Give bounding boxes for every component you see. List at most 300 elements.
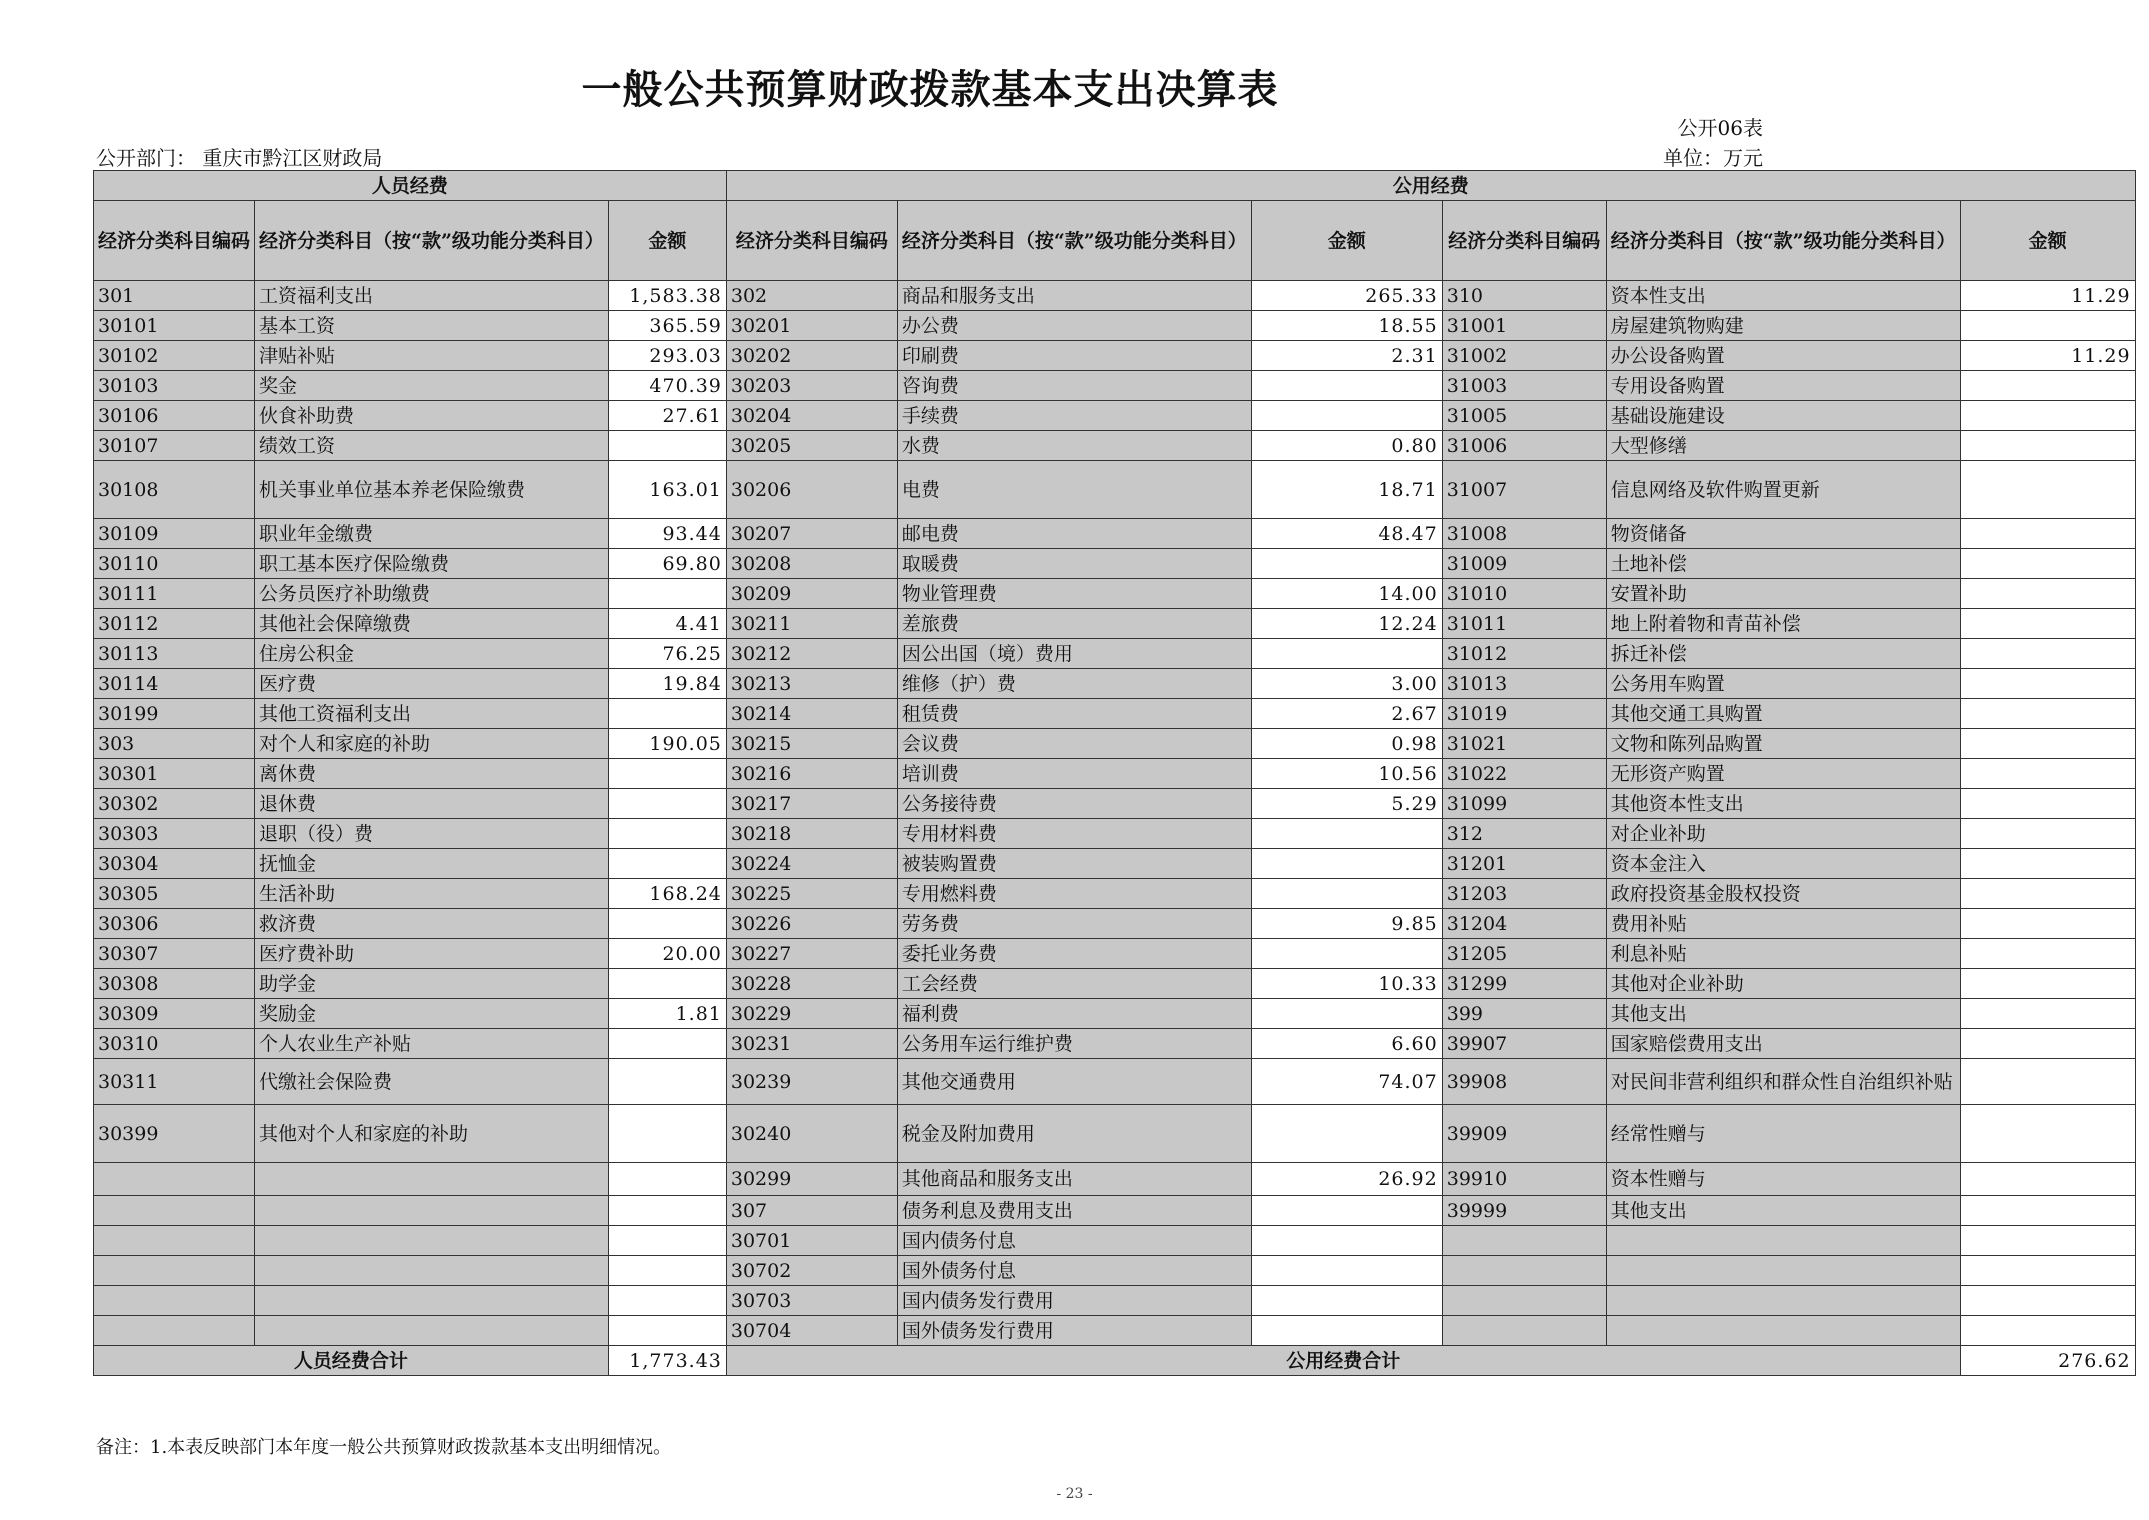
amount-cell bbox=[1251, 1256, 1442, 1286]
code-cell bbox=[1442, 1316, 1606, 1346]
name-cell: 专用燃料费 bbox=[897, 879, 1251, 909]
code-cell: 301 bbox=[94, 281, 255, 311]
code-cell: 30703 bbox=[726, 1286, 897, 1316]
name-cell: 其他交通工具购置 bbox=[1606, 699, 1960, 729]
amount-cell bbox=[608, 1286, 726, 1316]
code-cell: 30201 bbox=[726, 311, 897, 341]
name-cell: 地上附着物和青苗补偿 bbox=[1606, 609, 1960, 639]
name-cell bbox=[1606, 1256, 1960, 1286]
amount-cell bbox=[1960, 849, 2135, 879]
code-cell bbox=[94, 1286, 255, 1316]
code-cell: 31008 bbox=[1442, 519, 1606, 549]
name-cell: 专用设备购置 bbox=[1606, 371, 1960, 401]
amount-cell bbox=[608, 1256, 726, 1286]
table-row bbox=[94, 1286, 2136, 1316]
name-cell: 费用补贴 bbox=[1606, 909, 1960, 939]
name-cell: 水费 bbox=[897, 431, 1251, 461]
name-cell: 国内债务发行费用 bbox=[897, 1286, 1251, 1316]
amount-cell: 27.61 bbox=[608, 401, 726, 431]
table-row bbox=[94, 609, 2136, 639]
name-cell: 机关事业单位基本养老保险缴费 bbox=[255, 461, 609, 519]
amount-cell bbox=[1251, 371, 1442, 401]
code-cell: 30109 bbox=[94, 519, 255, 549]
code-cell: 39910 bbox=[1442, 1163, 1606, 1196]
code-cell: 31299 bbox=[1442, 969, 1606, 999]
name-cell: 奖励金 bbox=[255, 999, 609, 1029]
code-cell: 30107 bbox=[94, 431, 255, 461]
table-row bbox=[94, 1163, 2136, 1196]
code-cell: 30307 bbox=[94, 939, 255, 969]
code-cell: 30113 bbox=[94, 639, 255, 669]
code-cell bbox=[94, 1316, 255, 1346]
name-cell bbox=[1606, 1226, 1960, 1256]
code-cell: 30207 bbox=[726, 519, 897, 549]
name-cell: 绩效工资 bbox=[255, 431, 609, 461]
table-row bbox=[94, 819, 2136, 849]
code-cell: 302 bbox=[726, 281, 897, 311]
amount-cell: 48.47 bbox=[1251, 519, 1442, 549]
table-row bbox=[94, 281, 2136, 311]
amount-cell bbox=[1960, 579, 2135, 609]
name-cell bbox=[255, 1316, 609, 1346]
table-row bbox=[94, 909, 2136, 939]
name-cell bbox=[255, 1226, 609, 1256]
name-cell: 其他社会保障缴费 bbox=[255, 609, 609, 639]
header-amount: 金额 bbox=[608, 201, 726, 281]
amount-cell bbox=[1960, 669, 2135, 699]
header-amount: 金额 bbox=[1960, 201, 2135, 281]
amount-cell bbox=[608, 789, 726, 819]
amount-cell: 14.00 bbox=[1251, 579, 1442, 609]
name-cell: 国内债务付息 bbox=[897, 1226, 1251, 1256]
code-cell: 30299 bbox=[726, 1163, 897, 1196]
name-cell: 差旅费 bbox=[897, 609, 1251, 639]
code-cell: 31005 bbox=[1442, 401, 1606, 431]
amount-cell bbox=[608, 849, 726, 879]
name-cell: 救济费 bbox=[255, 909, 609, 939]
amount-cell: 26.92 bbox=[1251, 1163, 1442, 1196]
amount-cell bbox=[1960, 461, 2135, 519]
code-cell: 30103 bbox=[94, 371, 255, 401]
code-cell: 30239 bbox=[726, 1059, 897, 1105]
code-cell: 31007 bbox=[1442, 461, 1606, 519]
name-cell: 抚恤金 bbox=[255, 849, 609, 879]
table-row bbox=[94, 999, 2136, 1029]
amount-cell bbox=[608, 1105, 726, 1163]
name-cell: 取暖费 bbox=[897, 549, 1251, 579]
code-cell: 30106 bbox=[94, 401, 255, 431]
personnel-total-label: 人员经费合计 bbox=[94, 1346, 609, 1376]
amount-cell: 5.29 bbox=[1251, 789, 1442, 819]
name-cell: 助学金 bbox=[255, 969, 609, 999]
amount-cell bbox=[1960, 1286, 2135, 1316]
amount-cell bbox=[1251, 401, 1442, 431]
name-cell: 经常性赠与 bbox=[1606, 1105, 1960, 1163]
name-cell bbox=[255, 1256, 609, 1286]
name-cell: 基础设施建设 bbox=[1606, 401, 1960, 431]
name-cell: 公务用车运行维护费 bbox=[897, 1029, 1251, 1059]
amount-cell bbox=[1251, 1196, 1442, 1226]
department-label: 公开部门： 重庆市黔江区财政局 bbox=[96, 146, 383, 170]
name-cell: 离休费 bbox=[255, 759, 609, 789]
amount-cell: 11.29 bbox=[1960, 341, 2135, 371]
amount-cell: 93.44 bbox=[608, 519, 726, 549]
name-cell: 奖金 bbox=[255, 371, 609, 401]
code-cell: 30111 bbox=[94, 579, 255, 609]
name-cell: 物资储备 bbox=[1606, 519, 1960, 549]
amount-cell: 163.01 bbox=[608, 461, 726, 519]
name-cell: 资本性赠与 bbox=[1606, 1163, 1960, 1196]
amount-cell bbox=[1960, 879, 2135, 909]
name-cell: 其他交通费用 bbox=[897, 1059, 1251, 1105]
amount-cell bbox=[1960, 1105, 2135, 1163]
amount-cell: 9.85 bbox=[1251, 909, 1442, 939]
amount-cell: 0.80 bbox=[1251, 431, 1442, 461]
code-cell: 30205 bbox=[726, 431, 897, 461]
name-cell: 信息网络及软件购置更新 bbox=[1606, 461, 1960, 519]
name-cell: 退职（役）费 bbox=[255, 819, 609, 849]
amount-cell: 265.33 bbox=[1251, 281, 1442, 311]
name-cell: 对企业补助 bbox=[1606, 819, 1960, 849]
code-cell bbox=[1442, 1226, 1606, 1256]
amount-cell: 18.55 bbox=[1251, 311, 1442, 341]
amount-cell: 11.29 bbox=[1960, 281, 2135, 311]
amount-cell bbox=[608, 969, 726, 999]
name-cell bbox=[255, 1163, 609, 1196]
personnel-total-value: 1,773.43 bbox=[608, 1346, 726, 1376]
code-cell: 399 bbox=[1442, 999, 1606, 1029]
name-cell: 印刷费 bbox=[897, 341, 1251, 371]
amount-cell bbox=[608, 819, 726, 849]
amount-cell bbox=[1251, 849, 1442, 879]
amount-cell bbox=[1251, 549, 1442, 579]
name-cell: 退休费 bbox=[255, 789, 609, 819]
code-cell bbox=[94, 1163, 255, 1196]
name-cell: 劳务费 bbox=[897, 909, 1251, 939]
name-cell: 手续费 bbox=[897, 401, 1251, 431]
code-cell: 30302 bbox=[94, 789, 255, 819]
code-cell: 39907 bbox=[1442, 1029, 1606, 1059]
name-cell: 专用材料费 bbox=[897, 819, 1251, 849]
code-cell: 30229 bbox=[726, 999, 897, 1029]
code-cell: 307 bbox=[726, 1196, 897, 1226]
header-name: 经济分类科目（按“款”级功能分类科目） bbox=[1606, 201, 1960, 281]
amount-cell bbox=[1960, 1256, 2135, 1286]
amount-cell bbox=[1960, 789, 2135, 819]
code-cell bbox=[94, 1226, 255, 1256]
amount-cell: 10.33 bbox=[1251, 969, 1442, 999]
code-cell: 31002 bbox=[1442, 341, 1606, 371]
code-cell: 30305 bbox=[94, 879, 255, 909]
code-cell: 30206 bbox=[726, 461, 897, 519]
code-cell: 30228 bbox=[726, 969, 897, 999]
amount-cell bbox=[1960, 1316, 2135, 1346]
code-cell: 39908 bbox=[1442, 1059, 1606, 1105]
name-cell: 培训费 bbox=[897, 759, 1251, 789]
table-row bbox=[94, 341, 2136, 371]
amount-cell bbox=[1960, 999, 2135, 1029]
code-cell: 30301 bbox=[94, 759, 255, 789]
amount-cell: 12.24 bbox=[1251, 609, 1442, 639]
name-cell: 住房公积金 bbox=[255, 639, 609, 669]
name-cell: 资本金注入 bbox=[1606, 849, 1960, 879]
code-cell: 30306 bbox=[94, 909, 255, 939]
table-row bbox=[94, 579, 2136, 609]
amount-cell bbox=[1960, 519, 2135, 549]
name-cell: 对民间非营利组织和群众性自治组织补贴 bbox=[1606, 1059, 1960, 1105]
code-cell: 31001 bbox=[1442, 311, 1606, 341]
amount-cell bbox=[608, 1059, 726, 1105]
name-cell: 房屋建筑物购建 bbox=[1606, 311, 1960, 341]
code-cell: 30304 bbox=[94, 849, 255, 879]
page-number: - 23 - bbox=[1056, 1486, 1093, 1502]
code-cell: 30224 bbox=[726, 849, 897, 879]
name-cell: 其他对企业补助 bbox=[1606, 969, 1960, 999]
amount-cell bbox=[1960, 729, 2135, 759]
amount-cell bbox=[608, 1029, 726, 1059]
code-cell: 30225 bbox=[726, 879, 897, 909]
amount-cell: 19.84 bbox=[608, 669, 726, 699]
amount-cell bbox=[1960, 1226, 2135, 1256]
name-cell: 委托业务费 bbox=[897, 939, 1251, 969]
amount-cell bbox=[1960, 1029, 2135, 1059]
name-cell: 利息补贴 bbox=[1606, 939, 1960, 969]
name-cell: 咨询费 bbox=[897, 371, 1251, 401]
code-cell: 30303 bbox=[94, 819, 255, 849]
header-name: 经济分类科目（按“款”级功能分类科目） bbox=[897, 201, 1251, 281]
amount-cell: 69.80 bbox=[608, 549, 726, 579]
table-row bbox=[94, 789, 2136, 819]
code-cell bbox=[94, 1196, 255, 1226]
code-cell: 30227 bbox=[726, 939, 897, 969]
header-name: 经济分类科目（按“款”级功能分类科目） bbox=[255, 201, 609, 281]
amount-cell bbox=[608, 431, 726, 461]
table-row bbox=[94, 1029, 2136, 1059]
table-row bbox=[94, 371, 2136, 401]
table-row bbox=[94, 311, 2136, 341]
name-cell: 国外债务付息 bbox=[897, 1256, 1251, 1286]
header-code: 经济分类科目编码 bbox=[726, 201, 897, 281]
code-cell: 31011 bbox=[1442, 609, 1606, 639]
code-cell: 30308 bbox=[94, 969, 255, 999]
footnote: 备注：1.本表反映部门本年度一般公共预算财政拨款基本支出明细情况。 bbox=[96, 1437, 672, 1458]
table-row bbox=[94, 699, 2136, 729]
code-cell: 30213 bbox=[726, 669, 897, 699]
code-cell: 30112 bbox=[94, 609, 255, 639]
amount-cell: 0.98 bbox=[1251, 729, 1442, 759]
section-public: 公用经费 bbox=[726, 171, 2135, 201]
table-row bbox=[94, 519, 2136, 549]
amount-cell: 18.71 bbox=[1251, 461, 1442, 519]
amount-cell bbox=[1251, 1316, 1442, 1346]
name-cell: 医疗费补助 bbox=[255, 939, 609, 969]
name-cell: 国外债务发行费用 bbox=[897, 1316, 1251, 1346]
code-cell: 30203 bbox=[726, 371, 897, 401]
code-cell: 31099 bbox=[1442, 789, 1606, 819]
header-code: 经济分类科目编码 bbox=[94, 201, 255, 281]
name-cell: 生活补助 bbox=[255, 879, 609, 909]
code-cell: 30108 bbox=[94, 461, 255, 519]
code-cell: 30102 bbox=[94, 341, 255, 371]
code-cell: 31012 bbox=[1442, 639, 1606, 669]
code-cell: 312 bbox=[1442, 819, 1606, 849]
name-cell: 代缴社会保险费 bbox=[255, 1059, 609, 1105]
table-row bbox=[94, 1226, 2136, 1256]
code-cell: 31201 bbox=[1442, 849, 1606, 879]
name-cell: 安置补助 bbox=[1606, 579, 1960, 609]
name-cell: 津贴补贴 bbox=[255, 341, 609, 371]
amount-cell bbox=[1960, 549, 2135, 579]
name-cell bbox=[1606, 1286, 1960, 1316]
code-cell: 30209 bbox=[726, 579, 897, 609]
amount-cell bbox=[1960, 759, 2135, 789]
code-cell: 30310 bbox=[94, 1029, 255, 1059]
name-cell: 医疗费 bbox=[255, 669, 609, 699]
name-cell: 国家赔偿费用支出 bbox=[1606, 1029, 1960, 1059]
name-cell: 其他支出 bbox=[1606, 1196, 1960, 1226]
name-cell: 租赁费 bbox=[897, 699, 1251, 729]
code-cell: 30101 bbox=[94, 311, 255, 341]
name-cell bbox=[255, 1286, 609, 1316]
amount-cell: 3.00 bbox=[1251, 669, 1442, 699]
amount-cell: 76.25 bbox=[608, 639, 726, 669]
code-cell bbox=[1442, 1286, 1606, 1316]
amount-cell bbox=[1251, 1105, 1442, 1163]
name-cell: 电费 bbox=[897, 461, 1251, 519]
header-code: 经济分类科目编码 bbox=[1442, 201, 1606, 281]
amount-cell bbox=[1960, 1059, 2135, 1105]
amount-cell bbox=[1960, 1196, 2135, 1226]
amount-cell bbox=[608, 1196, 726, 1226]
name-cell: 工资福利支出 bbox=[255, 281, 609, 311]
table-row bbox=[94, 1105, 2136, 1163]
amount-cell bbox=[1960, 401, 2135, 431]
table-row bbox=[94, 431, 2136, 461]
name-cell: 债务利息及费用支出 bbox=[897, 1196, 1251, 1226]
amount-cell bbox=[1251, 819, 1442, 849]
name-cell: 文物和陈列品购置 bbox=[1606, 729, 1960, 759]
name-cell: 商品和服务支出 bbox=[897, 281, 1251, 311]
expenditure-table bbox=[93, 170, 2136, 1376]
amount-cell: 6.60 bbox=[1251, 1029, 1442, 1059]
amount-cell bbox=[1251, 939, 1442, 969]
amount-cell bbox=[1960, 969, 2135, 999]
public-total-value: 276.62 bbox=[1960, 1346, 2135, 1376]
code-cell: 30240 bbox=[726, 1105, 897, 1163]
code-cell: 31203 bbox=[1442, 879, 1606, 909]
code-cell: 31006 bbox=[1442, 431, 1606, 461]
amount-cell: 293.03 bbox=[608, 341, 726, 371]
name-cell: 资本性支出 bbox=[1606, 281, 1960, 311]
code-cell: 30701 bbox=[726, 1226, 897, 1256]
code-cell: 30214 bbox=[726, 699, 897, 729]
code-cell: 31205 bbox=[1442, 939, 1606, 969]
name-cell: 福利费 bbox=[897, 999, 1251, 1029]
amount-cell: 470.39 bbox=[608, 371, 726, 401]
amount-cell bbox=[1960, 939, 2135, 969]
header-amount: 金额 bbox=[1251, 201, 1442, 281]
name-cell: 职工基本医疗保险缴费 bbox=[255, 549, 609, 579]
amount-cell: 1,583.38 bbox=[608, 281, 726, 311]
name-cell: 职业年金缴费 bbox=[255, 519, 609, 549]
amount-cell bbox=[1960, 699, 2135, 729]
unit-label: 单位：万元 bbox=[1663, 146, 1763, 170]
name-cell: 会议费 bbox=[897, 729, 1251, 759]
amount-cell bbox=[1960, 431, 2135, 461]
amount-cell: 10.56 bbox=[1251, 759, 1442, 789]
name-cell: 公务用车购置 bbox=[1606, 669, 1960, 699]
name-cell bbox=[255, 1196, 609, 1226]
name-cell bbox=[1606, 1316, 1960, 1346]
name-cell: 对个人和家庭的补助 bbox=[255, 729, 609, 759]
code-cell: 30217 bbox=[726, 789, 897, 819]
table-row bbox=[94, 461, 2136, 519]
table-row bbox=[94, 1196, 2136, 1226]
code-cell: 30309 bbox=[94, 999, 255, 1029]
name-cell: 被装购置费 bbox=[897, 849, 1251, 879]
code-cell: 31009 bbox=[1442, 549, 1606, 579]
name-cell: 政府投资基金股权投资 bbox=[1606, 879, 1960, 909]
amount-cell bbox=[1251, 879, 1442, 909]
amount-cell bbox=[1960, 311, 2135, 341]
name-cell: 公务接待费 bbox=[897, 789, 1251, 819]
name-cell: 公务员医疗补助缴费 bbox=[255, 579, 609, 609]
amount-cell bbox=[1251, 639, 1442, 669]
amount-cell bbox=[1960, 909, 2135, 939]
amount-cell bbox=[608, 1226, 726, 1256]
amount-cell: 4.41 bbox=[608, 609, 726, 639]
table-body bbox=[94, 281, 2136, 1346]
amount-cell bbox=[1960, 609, 2135, 639]
table-row bbox=[94, 879, 2136, 909]
section-personnel: 人员经费 bbox=[94, 171, 727, 201]
amount-cell: 1.81 bbox=[608, 999, 726, 1029]
table-row bbox=[94, 939, 2136, 969]
name-cell: 其他对个人和家庭的补助 bbox=[255, 1105, 609, 1163]
name-cell: 大型修缮 bbox=[1606, 431, 1960, 461]
amount-cell bbox=[1960, 371, 2135, 401]
name-cell: 其他资本性支出 bbox=[1606, 789, 1960, 819]
amount-cell bbox=[608, 699, 726, 729]
code-cell: 31204 bbox=[1442, 909, 1606, 939]
code-cell: 39999 bbox=[1442, 1196, 1606, 1226]
code-cell: 30211 bbox=[726, 609, 897, 639]
name-cell: 税金及附加费用 bbox=[897, 1105, 1251, 1163]
name-cell: 维修（护）费 bbox=[897, 669, 1251, 699]
amount-cell: 2.67 bbox=[1251, 699, 1442, 729]
code-cell: 30226 bbox=[726, 909, 897, 939]
table-row bbox=[94, 669, 2136, 699]
name-cell: 因公出国（境）费用 bbox=[897, 639, 1251, 669]
code-cell: 30311 bbox=[94, 1059, 255, 1105]
code-cell: 310 bbox=[1442, 281, 1606, 311]
amount-cell bbox=[1960, 639, 2135, 669]
amount-cell bbox=[608, 579, 726, 609]
amount-cell bbox=[608, 909, 726, 939]
table-row bbox=[94, 1256, 2136, 1286]
public-total-label: 公用经费合计 bbox=[726, 1346, 1960, 1376]
code-cell: 30204 bbox=[726, 401, 897, 431]
amount-cell bbox=[1251, 999, 1442, 1029]
table-row bbox=[94, 1059, 2136, 1105]
name-cell: 基本工资 bbox=[255, 311, 609, 341]
table-row bbox=[94, 969, 2136, 999]
code-cell: 30704 bbox=[726, 1316, 897, 1346]
name-cell: 邮电费 bbox=[897, 519, 1251, 549]
code-cell: 30216 bbox=[726, 759, 897, 789]
code-cell: 31003 bbox=[1442, 371, 1606, 401]
name-cell: 物业管理费 bbox=[897, 579, 1251, 609]
